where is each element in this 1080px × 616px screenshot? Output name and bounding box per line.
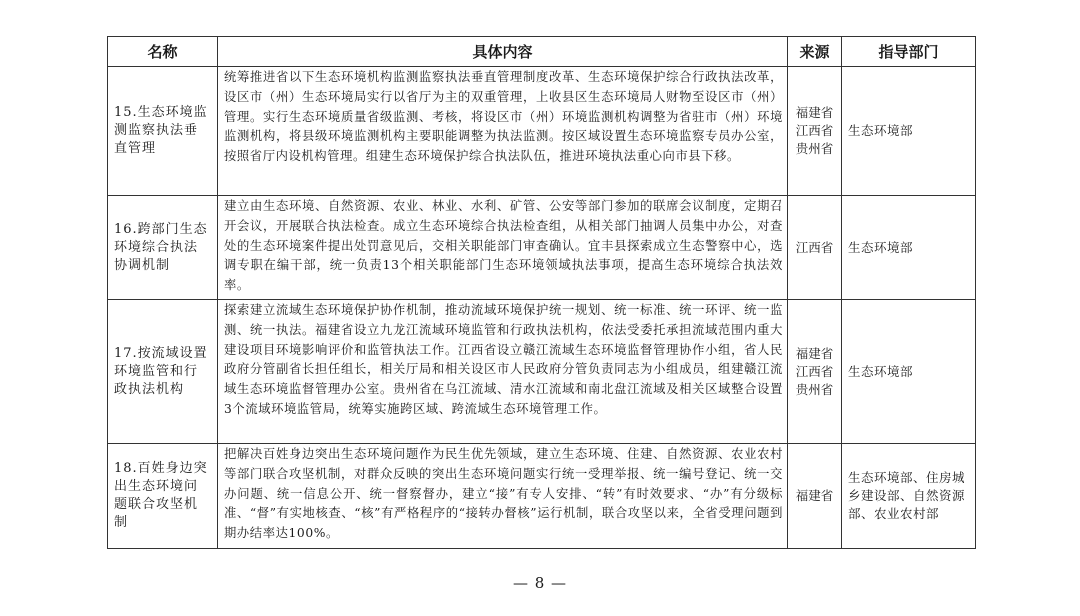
row-name: 15.生态环境监测监察执法垂直管理	[108, 67, 218, 196]
row-dept: 生态环境部	[842, 300, 976, 444]
row-content: 建立由生态环境、自然资源、农业、林业、水利、矿管、公安等部门参加的联席会议制度，定期召开会议，开展联合执法检查。成立生态环境综合执法检查组，从相关部门抽调人员集中办公，对查处的生态环境案件提出处罚意见后，交相关职能部门审查确认。宜丰县探索成立生态警察中心，选调专职在编干部，统一负责13个相关职能部门生态环境领域执法事项，提高生态环境综合执法效率。	[218, 196, 788, 300]
row-content: 统筹推进省以下生态环境机构监测监察执法垂直管理制度改革、生态环境保护综合行政执法改革，设区市（州）生态环境局实行以省厅为主的双重管理，上收县区生态环境局人财物至设区市（州）管理。实行生态环境质量省级监测、考核，将设区市（州）环境监测机构调整为省驻市（州）环境监测机构，将县级环境监测机构主要职能调整为执法监测。按区域设置生态环境监察专员办公室，按照省厅内设机构管理。组建生态环境保护综合执法队伍，推进环境执法重心向市县下移。	[218, 67, 788, 196]
policy-table	[107, 36, 976, 549]
row-source: 福建省江西省贵州省	[788, 67, 842, 196]
header-content: 具体内容	[218, 37, 788, 67]
row-dept: 生态环境部	[842, 196, 976, 300]
table-row	[108, 444, 976, 549]
row-source: 江西省	[788, 196, 842, 300]
row-name: 18.百姓身边突出生态环境问题联合攻坚机制	[108, 444, 218, 549]
row-dept: 生态环境部	[842, 67, 976, 196]
row-content: 探索建立流域生态环境保护协作机制，推动流域环境保护统一规划、统一标准、统一环评、统一监测、统一执法。福建省设立九龙江流域环境监管和行政执法机构，依法受委托承担流域范围内重大建设项目环境影响评价和监管执法工作。江西省设立赣江流域生态环境监督管理协作小组，省人民政府分管副省长担任组长，相关厅局和相关设区市人民政府分管负责同志为小组成员，组建赣江流域生态环境监督管理办公室。贵州省在乌江流域、清水江流域和南北盘江流域及相关区域整合设置3个流域环境监管局，统筹实施跨区域、跨流域生态环境管理工作。	[218, 300, 788, 444]
row-name: 16.跨部门生态环境综合执法协调机制	[108, 196, 218, 300]
row-name: 17.按流域设置环境监管和行政执法机构	[108, 300, 218, 444]
page-number: — 8 —	[512, 574, 568, 592]
header-source: 来源	[788, 37, 842, 67]
table-row	[108, 196, 976, 300]
row-source: 福建省江西省贵州省	[788, 300, 842, 444]
row-dept: 生态环境部、住房城乡建设部、自然资源部、农业农村部	[842, 444, 976, 549]
table-row	[108, 300, 976, 444]
header-name: 名称	[108, 37, 218, 67]
header-dept: 指导部门	[842, 37, 976, 67]
table-header-row	[108, 37, 976, 67]
row-content: 把解决百姓身边突出生态环境问题作为民生优先领域，建立生态环境、住建、自然资源、农业农村等部门联合攻坚机制，对群众反映的突出生态环境问题实行统一受理举报、统一编号登记、统一交办问题、统一信息公开、统一督察督办，建立“接”有专人安排、“转”有时效要求、“办”有分级标准、“督”有实地核查、“核”有严格程序的“接转办督核”运行机制，联合攻坚以来，全省受理问题到期办结率达100%。	[218, 444, 788, 549]
table-row	[108, 67, 976, 196]
row-source: 福建省	[788, 444, 842, 549]
